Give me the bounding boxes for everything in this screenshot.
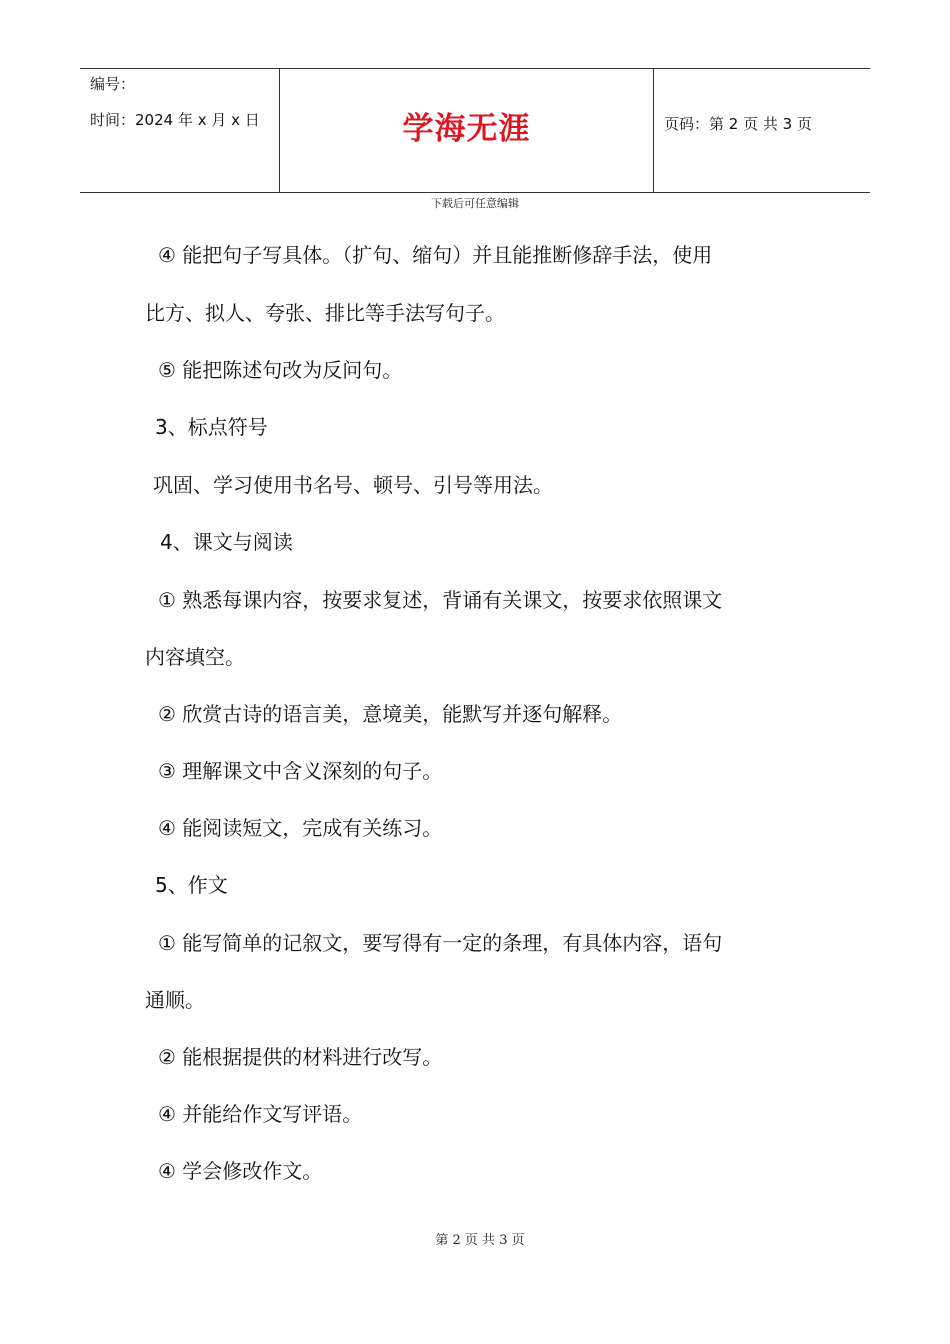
content-line: ⑤ 能把陈述句改为反问句。 <box>158 358 403 382</box>
content-line: ③ 理解课文中含义深刻的句子。 <box>158 759 443 783</box>
content-line: ① 熟悉每课内容，按要求复述，背诵有关课文，按要求依照课文 <box>158 588 723 612</box>
content-line: ④ 能把句子写具体。（扩句、缩句）并且能推断修辞手法，使用 <box>158 243 713 267</box>
header-right-cell <box>654 69 870 192</box>
content-line: 巩固、学习使用书名号、顿号、引号等用法。 <box>153 473 553 497</box>
page-footer: 第 2 页 共 3 页 <box>435 1233 525 1248</box>
brand-title: 学海无涯 <box>402 111 531 147</box>
content-line: ④ 并能给作文写评语。 <box>158 1102 363 1126</box>
section-heading: 3、标点符号 <box>155 415 268 439</box>
header-middle-cell <box>280 69 654 192</box>
content-line: ② 欣赏古诗的语言美，意境美，能默写并逐句解释。 <box>158 702 623 726</box>
serial-number-label: 编号： <box>90 75 136 93</box>
content-line: ① 能写简单的记叙文，要写得有一定的条理，有具体内容，语句 <box>158 931 723 955</box>
date-label: 时间：2024 年 x 月 x 日 <box>90 111 260 129</box>
page-info-label: 页码：第 2 页 共 3 页 <box>664 115 812 133</box>
content-line: ② 能根据提供的材料进行改写。 <box>158 1045 443 1069</box>
section-heading: 4、课文与阅读 <box>160 530 293 554</box>
content-line: ④ 学会修改作文。 <box>158 1159 323 1183</box>
content-line: ④ 能阅读短文，完成有关练习。 <box>158 816 443 840</box>
content-line: 比方、拟人、夸张、排比等手法写句子。 <box>145 301 505 325</box>
content-line: 内容填空。 <box>145 645 245 669</box>
content-line: 通顺。 <box>145 988 205 1012</box>
document-header <box>80 68 870 193</box>
section-heading: 5、作文 <box>155 873 228 897</box>
header-left-cell <box>80 69 280 192</box>
editable-note: 下载后可任意编辑 <box>431 197 519 210</box>
